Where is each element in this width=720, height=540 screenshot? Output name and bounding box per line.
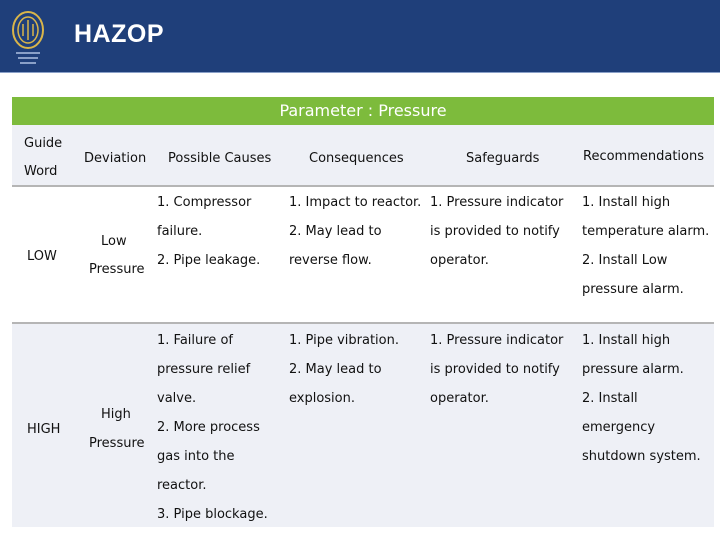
parameter-heading: Parameter : Pressure — [12, 97, 714, 125]
col-causes: Possible Causes — [168, 151, 272, 166]
row-low-safeguards: 1. Pressure indicator is provided to notify operator. — [430, 195, 564, 268]
row-high-safeguards: 1. Pressure indicator is provided to notify operator. — [430, 333, 564, 406]
row-high-causes: 1. Failure of pressure relief valve. 2. More process gas into the reactor. 3. Pipe blockage. — [157, 333, 268, 522]
row-high-recommendations: 1. Install high pressure alarm. 2. Install emergency shutdown system. — [582, 333, 701, 464]
hazop-table — [12, 97, 714, 527]
row-low-consequences: 1. Impact to reactor. 2. May lead to reverse flow. — [289, 195, 422, 268]
row-low-recommendations: 1. Install high temperature alarm. 2. Install Low pressure alarm. — [582, 195, 710, 297]
slide-header — [0, 0, 720, 72]
col-deviation: Deviation — [84, 151, 147, 166]
col-guide-word: Guide Word — [24, 136, 63, 179]
slide-title: HAZOP — [74, 20, 164, 48]
col-recommendations: Recommendations — [583, 149, 705, 164]
row-low-deviation: Low Pressure — [89, 234, 145, 277]
row-high-deviation: High Pressure — [89, 407, 145, 451]
row-low-causes: 1. Compressor failure. 2. Pipe leakage. — [157, 195, 261, 268]
col-safeguards: Safeguards — [466, 151, 540, 166]
row-high-consequences: 1. Pipe vibration. 2. May lead to explosion. — [289, 333, 399, 406]
col-consequences: Consequences — [309, 151, 404, 166]
row-low-guide-word: LOW — [27, 249, 57, 264]
university-logo-icon — [10, 8, 46, 66]
row-high-guide-word: HIGH — [27, 422, 61, 437]
